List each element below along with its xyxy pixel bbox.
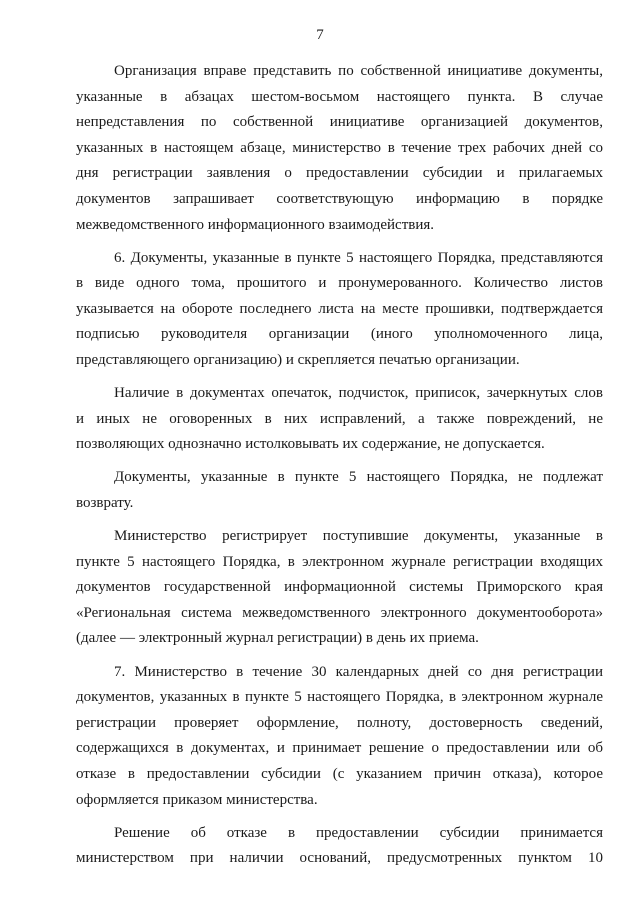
text-line: указывается на обороте последнего листа на месте прошивки, подтверждается [76, 300, 603, 317]
text-line: отказе в предоставлении субсидии (с указанием причин отказа), которое [76, 765, 603, 782]
text-line: дня регистрации заявления о предоставлении субсидии и прилагаемых [76, 165, 603, 182]
text-line: Наличие в документах опечаток, подчисток, приписок, зачеркнутых слов [114, 385, 603, 402]
text-line: Документы, указанные в пункте 5 настоящего Порядка, не подлежат [114, 469, 603, 486]
text-line: регистрации проверяет оформление, полноту, достоверность сведений, [76, 714, 603, 731]
text-line: непредставления по собственной инициативе организацией документов, [76, 114, 603, 131]
text-line: 7. Министерство в течение 30 календарных дней со дня регистрации [114, 663, 603, 680]
document-body [76, 59, 603, 872]
paragraph [76, 660, 603, 814]
paragraph [76, 465, 603, 516]
text-line: Организация вправе представить по собственной инициативе документы, [114, 63, 603, 79]
paragraph-gap [76, 458, 603, 466]
text-line: документов государственной информационной системы Приморского края [76, 579, 603, 596]
text-line: (далее — электронный журнал регистрации) в день их приема. [76, 630, 479, 647]
text-line: возврату. [76, 495, 134, 511]
text-line: подписью руководителя организации (иного уполномоченного лица, [76, 326, 603, 343]
text-line: министерством при наличии оснований, предусмотренных пунктом 10 [76, 850, 603, 867]
text-line: Министерство регистрирует поступившие документы, указанные в [114, 528, 603, 545]
text-line: документов запрашивает соответствующую информацию в порядке [76, 190, 603, 207]
text-line: указанных в настоящем абзаце, министерство в течение трех рабочих дней со [76, 139, 603, 156]
text-line: представляющего организацию) и скрепляется печатью организации. [76, 352, 520, 369]
paragraph-gap [76, 374, 603, 382]
text-line: позволяющих однозначно истолковывать их содержание, не допускается. [76, 436, 545, 453]
text-line: в виде одного тома, прошитого и пронумерованного. Количество листов [76, 275, 603, 292]
text-line: пункте 5 настоящего Порядка, в электронном журнале регистрации входящих [76, 553, 603, 570]
paragraph-gap [76, 517, 603, 525]
paragraph [76, 821, 603, 872]
text-line: 6. Документы, указанные в пункте 5 настоящего Порядка, представляются [114, 249, 603, 266]
text-line: межведомственного информационного взаимодействия. [76, 216, 435, 233]
text-line: содержащихся в документах, и принимает решение о предоставлении или об [76, 740, 603, 757]
paragraph-gap [76, 813, 603, 821]
paragraph [76, 246, 603, 374]
paragraph [76, 59, 603, 238]
text-line: указанные в абзацах шестом-восьмом настоящего пункта. В случае [76, 88, 603, 105]
paragraph [76, 524, 603, 652]
text-line: Решение об отказе в предоставлении субсидии принимается [114, 824, 603, 841]
text-line: и иных не оговоренных в них исправлений, а также повреждений, не [76, 410, 603, 427]
text-line: оформляется приказом министерства. [76, 791, 318, 808]
page-number: 7 [316, 27, 324, 43]
paragraph-gap [76, 238, 603, 246]
text-line: «Региональная система межведомственного электронного документооборота» [76, 604, 603, 621]
paragraph [76, 381, 603, 458]
text-line: документов, указанных в пункте 5 настоящего Порядка, в электронном журнале [76, 689, 603, 706]
paragraph-gap [76, 652, 603, 660]
